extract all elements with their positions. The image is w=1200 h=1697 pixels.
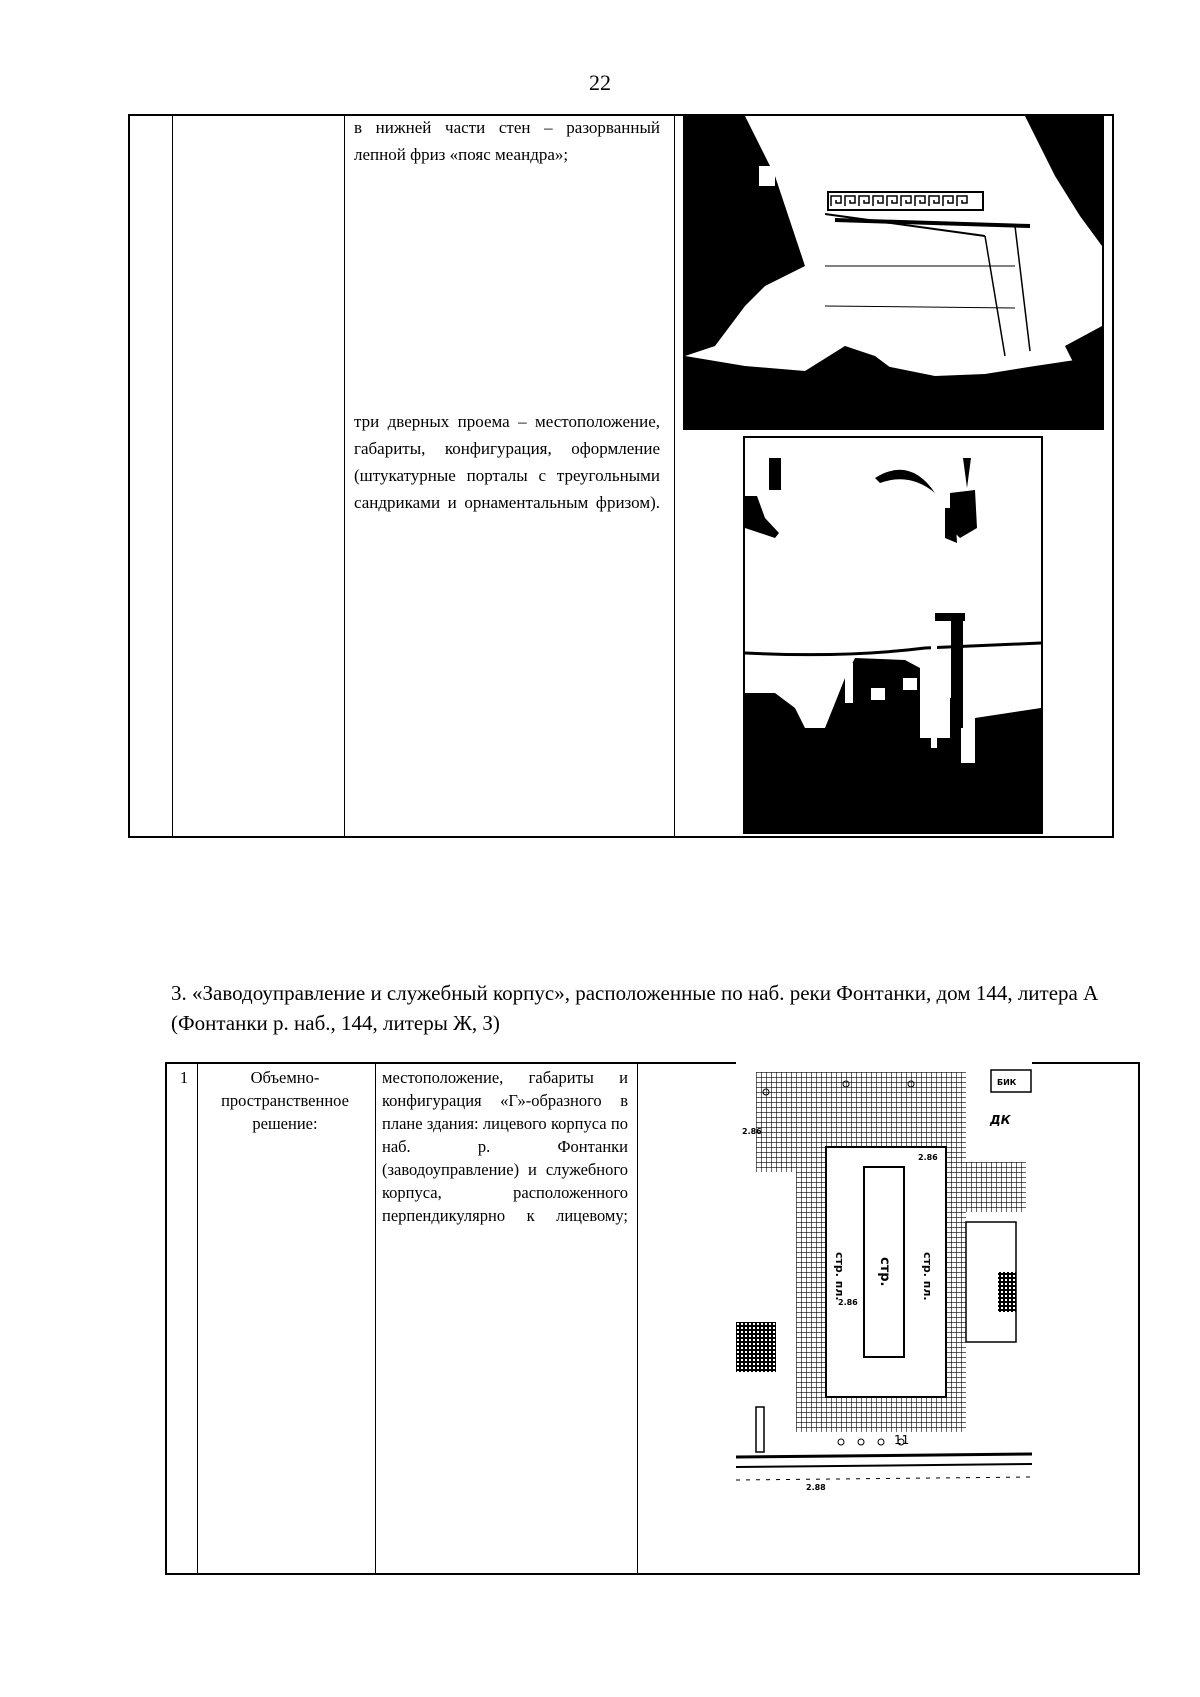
section-heading: 3. «Заводоуправление и служебный корпус», расположенные по наб. реки Фонтанки, дом 144, литера А (Фонтанки р. наб., 144, литеры Ж, З) [171, 981, 1099, 1035]
plan-label-yard-left: стр. пл. [833, 1252, 846, 1301]
plan-label-house-number: 11 [894, 1433, 910, 1447]
interior-doorways-photo [743, 436, 1043, 834]
column-divider [344, 116, 345, 836]
plan-label-dk: ДК [990, 1113, 1011, 1127]
plan-label-yard-center: стр. [877, 1257, 892, 1287]
row-number: 1 [179, 1068, 189, 1087]
plan-label-level-1: 2.86 [918, 1153, 938, 1162]
plan-label-corner: БИК [997, 1078, 1017, 1087]
column-divider [197, 1064, 198, 1573]
plan-label-level-3: 2.86 [742, 1127, 762, 1136]
table-cell-text-frieze: в нижней части стен – разорванный лепной фриз «пояс меандра»; [354, 118, 660, 164]
plan-label-bottom-level: 2.88 [806, 1483, 826, 1492]
column-divider [674, 116, 675, 836]
row-description: местоположение, габариты и конфигурация «Г»-образного в плане здания: лицевого корпуса по наб. р. Фонтанки (заводоуправление) и служебного корпуса, расположенного перпендикулярно к лицевому; [382, 1068, 628, 1225]
photo-doorways-image [745, 438, 1041, 832]
interior-wall-meander-frieze-photo [683, 114, 1104, 430]
photo-frieze-image [685, 116, 1102, 428]
column-divider [172, 116, 173, 836]
plan-label-level-2: 2.86 [838, 1298, 858, 1307]
column-divider [637, 1064, 638, 1573]
table-cell-text-doorways: три дверных проема – местоположение, габариты, конфигурация, оформление (штукатурные порталы с треугольными сандриками и орнаментальным фризом). [354, 412, 660, 512]
page-number: 22 [589, 70, 611, 95]
site-plan-map [736, 1062, 1032, 1500]
column-divider [375, 1064, 376, 1573]
site-plan-image [736, 1062, 1032, 1500]
row-category: Объемно-пространственное решение: [221, 1068, 349, 1133]
plan-label-yard-right: стр. пл. [921, 1252, 934, 1301]
